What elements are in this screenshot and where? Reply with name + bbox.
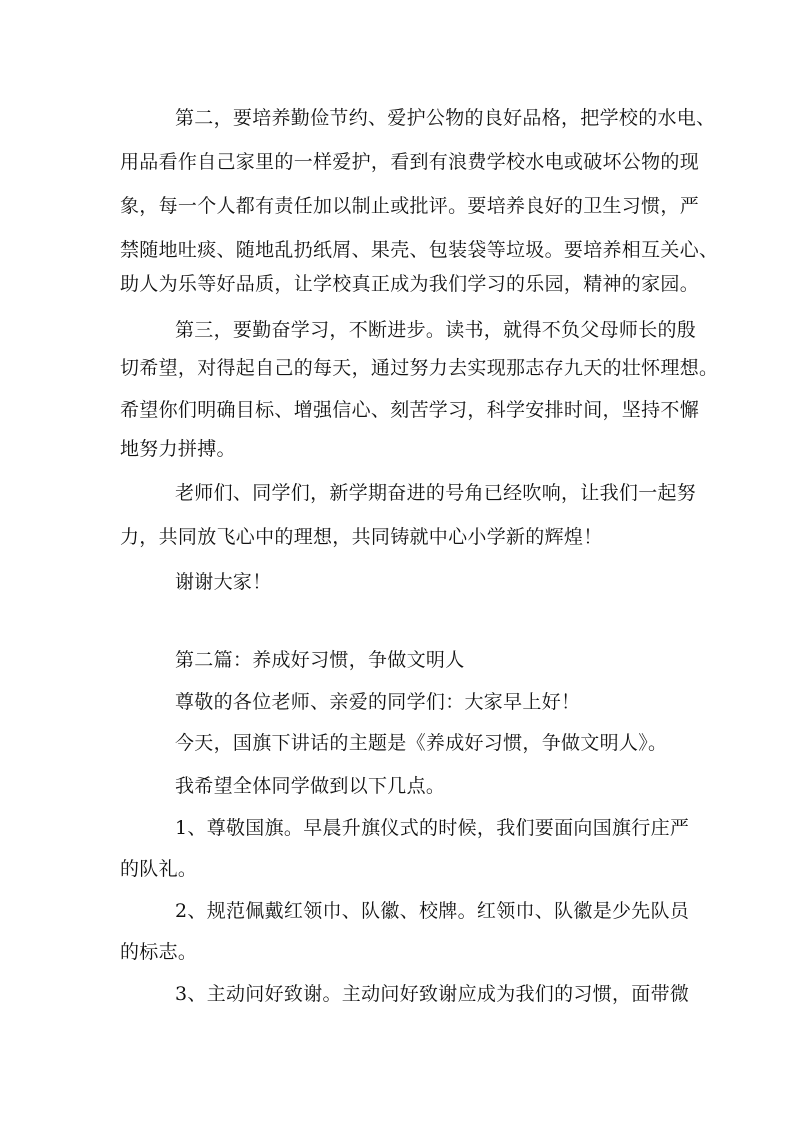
paragraph-line: 助人为乐等好品质，让学校真正成为我们学习的乐园，精神的家园。 xyxy=(120,273,700,295)
paragraph-line: 第二，要培养勤俭节约、爱护公物的良好品格，把学校的水电、 xyxy=(175,107,716,129)
closing-line: 谢谢大家！ xyxy=(175,571,272,593)
paragraph-line: 象，每一个人都有责任加以制止或批评。要培养良好的卫生习惯，严 xyxy=(120,195,700,217)
paragraph-line: 我希望全体同学做到以下几点。 xyxy=(175,775,446,797)
list-item-line: 1、尊敬国旗。早晨升旗仪式的时候，我们要面向国旗行庄严 xyxy=(175,817,690,839)
paragraph-line: 第三，要勤奋学习，不断进步。读书，就得不负父母师长的殷 xyxy=(175,319,697,341)
list-item-line: 2、规范佩戴红领巾、队徽、校牌。红领巾、队徽是少先队员 xyxy=(175,900,690,922)
paragraph-line: 禁随地吐痰、随地乱扔纸屑、果壳、包装袋等垃圾。要培养相互关心、 xyxy=(120,239,719,261)
list-item-line: 的队礼。 xyxy=(120,858,198,880)
section-heading: 第二篇：养成好习惯，争做文明人 xyxy=(175,649,465,671)
paragraph-line: 地努力拼搏。 xyxy=(120,438,236,460)
paragraph-line: 切希望，对得起自己的每天，通过努力去实现那志存九天的壮怀理想。 xyxy=(120,357,719,379)
paragraph-line: 今天，国旗下讲话的主题是《养成好习惯，争做文明人》。 xyxy=(175,732,668,754)
paragraph-line: 力，共同放飞心中的理想，共同铸就中心小学新的辉煌！ xyxy=(120,526,603,548)
paragraph-line: 老师们、同学们，新学期奋进的号角已经吹响，让我们一起努 xyxy=(175,482,697,504)
list-item-line: 的标志。 xyxy=(120,941,198,963)
greeting-line: 尊敬的各位老师、亲爱的同学们：大家早上好！ xyxy=(175,691,581,713)
list-item-line: 3、主动问好致谢。主动问好致谢应成为我们的习惯，面带微 xyxy=(175,983,690,1005)
paragraph-line: 希望你们明确目标、增强信心、刻苦学习，科学安排时间，坚持不懈 xyxy=(120,399,700,421)
paragraph-line: 用品看作自己家里的一样爱护，看到有浪费学校水电或破坏公物的现 xyxy=(120,151,700,173)
